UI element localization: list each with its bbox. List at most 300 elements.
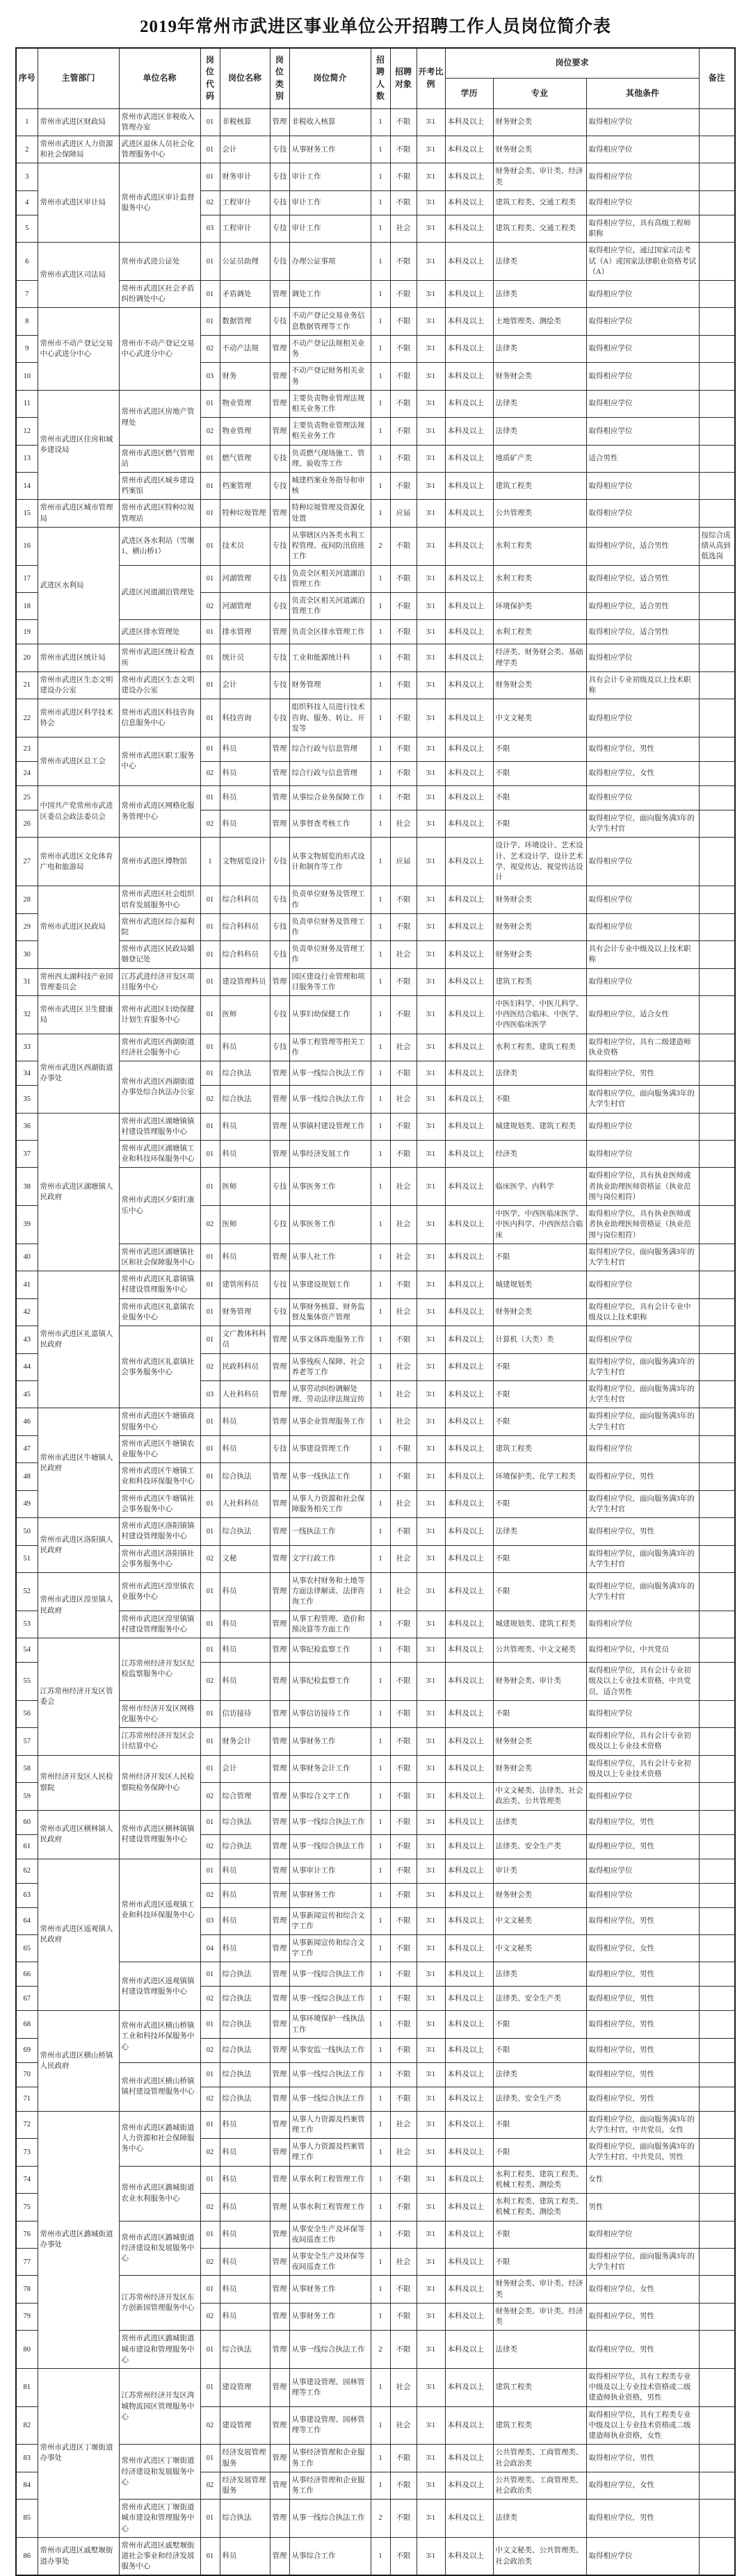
cell-headcount: 1 xyxy=(371,2303,390,2330)
cell-ratio: 3∶1 xyxy=(417,2166,445,2193)
cell-education: 本科及以上 xyxy=(445,1244,493,1271)
cell-category: 管理 xyxy=(270,390,289,417)
cell-education: 本科及以上 xyxy=(445,1545,493,1572)
cell-headcount: 1 xyxy=(371,1435,390,1462)
cell-category: 管理 xyxy=(270,1934,289,1962)
cell-seq: 84 xyxy=(16,2472,38,2499)
cell-unit: 常州市武进区网格化服务管理中心 xyxy=(119,785,200,837)
cell-unit: 常州市武进区社会组织培育发展服务中心 xyxy=(119,886,200,913)
cell-unit: 武进区河道湖泊管理处 xyxy=(119,565,200,620)
cell-remark xyxy=(699,1638,735,1663)
cell-code: 01 xyxy=(200,996,220,1034)
table-row xyxy=(16,1810,735,1834)
cell-seq: 74 xyxy=(16,2166,38,2193)
cell-description: 城建档案业务指导和审核 xyxy=(289,473,371,500)
cell-job-title: 公证员助理 xyxy=(220,243,270,281)
cell-seq: 16 xyxy=(16,527,38,565)
cell-major: 财务财会类 xyxy=(493,671,586,699)
cell-remark xyxy=(699,785,735,810)
cell-major: 法律类 xyxy=(493,1962,586,1987)
cell-category: 专技 xyxy=(270,838,289,886)
cell-category: 管理 xyxy=(270,2087,289,2111)
cell-remark xyxy=(699,363,735,390)
table-row xyxy=(16,620,735,644)
cell-job-title: 财务会计 xyxy=(220,1728,270,1755)
cell-education: 本科及以上 xyxy=(445,785,493,810)
cell-job-title: 科员 xyxy=(220,2194,270,2221)
cell-remark xyxy=(699,1934,735,1962)
cell-code: 01 xyxy=(200,2445,220,2472)
cell-description: 从事经济发展工作 xyxy=(289,1141,371,1168)
cell-major: 水利工程类 xyxy=(493,565,586,592)
table-row xyxy=(16,2062,735,2087)
cell-headcount: 1 xyxy=(371,1834,390,1859)
cell-seq: 85 xyxy=(16,2500,38,2538)
cell-ratio: 3∶1 xyxy=(417,785,445,810)
cell-target: 社会 xyxy=(390,941,417,968)
cell-job-title: 信访接待 xyxy=(220,1700,270,1727)
cell-headcount: 1 xyxy=(371,671,390,699)
cell-category: 管理 xyxy=(270,1490,289,1517)
cell-headcount: 1 xyxy=(371,1934,390,1962)
cell-unit: 常州市武进区燃气管理站 xyxy=(119,445,200,472)
cell-description: 从事镇村建设管理工作 xyxy=(289,1113,371,1140)
cell-target: 社会 xyxy=(390,2139,417,2166)
cell-ratio: 3∶1 xyxy=(417,280,445,307)
cell-category: 专技 xyxy=(270,1435,289,1462)
header-dept: 主管部门 xyxy=(38,48,119,108)
cell-description: 负责燃气现场施工、管理、验收等工作 xyxy=(289,445,371,472)
cell-other-conditions: 取得相应学位 xyxy=(586,108,699,136)
cell-code: 03 xyxy=(200,363,220,390)
cell-education: 本科及以上 xyxy=(445,644,493,671)
cell-major: 中文文秘类、法律类、社会政治类、公共管理类 xyxy=(493,1783,586,1810)
cell-major: 不限 xyxy=(493,2038,586,2062)
cell-education: 本科及以上 xyxy=(445,1326,493,1353)
cell-major: 法律类 xyxy=(493,418,586,445)
cell-code: 01 xyxy=(200,1141,220,1168)
cell-headcount: 1 xyxy=(371,445,390,472)
cell-job-title: 综合执法 xyxy=(220,2062,270,2087)
table-row xyxy=(16,1061,735,1086)
cell-seq: 30 xyxy=(16,941,38,968)
cell-headcount: 1 xyxy=(371,1168,390,1206)
cell-code: 01 xyxy=(200,473,220,500)
cell-category: 管理 xyxy=(270,620,289,644)
table-row xyxy=(16,2166,735,2193)
cell-education: 本科及以上 xyxy=(445,2331,493,2369)
cell-unit: 常州市武进区湟里镇镇村建设管理服务中心 xyxy=(119,1611,200,1638)
cell-major: 财务财会类 xyxy=(493,108,586,136)
cell-remark xyxy=(699,390,735,417)
cell-category: 专技 xyxy=(270,913,289,940)
cell-category: 管理 xyxy=(270,1810,289,1834)
cell-category: 管理 xyxy=(270,1700,289,1727)
cell-remark xyxy=(699,2472,735,2499)
cell-remark xyxy=(699,1663,735,1701)
cell-major: 财务财会类 xyxy=(493,1883,586,1907)
table-row xyxy=(16,699,735,737)
cell-unit: 武进区退休人员社会化管理服务中心 xyxy=(119,136,200,163)
cell-dept: 常州市武进区礼嘉镇人民政府 xyxy=(38,1271,119,1408)
cell-job-title: 会计 xyxy=(220,671,270,699)
cell-other-conditions: 取得相应学位，男性 xyxy=(586,2500,699,2538)
table-row xyxy=(16,2445,735,2472)
cell-remark xyxy=(699,1490,735,1517)
cell-seq: 18 xyxy=(16,593,38,620)
cell-other-conditions: 取得相应学位 xyxy=(586,838,699,886)
cell-ratio: 3∶1 xyxy=(417,418,445,445)
cell-other-conditions: 取得相应学位，面向服务满3年的大学生村官 xyxy=(586,1380,699,1408)
cell-job-title: 科员 xyxy=(220,2139,270,2166)
cell-description: 负责单位财务及管理工作 xyxy=(289,913,371,940)
cell-seq: 15 xyxy=(16,500,38,527)
cell-headcount: 1 xyxy=(371,1987,390,2011)
header-remark: 备注 xyxy=(699,48,735,108)
cell-category: 管理 xyxy=(270,1962,289,1987)
cell-ratio: 3∶1 xyxy=(417,1783,445,1810)
cell-education: 本科及以上 xyxy=(445,699,493,737)
cell-category: 管理 xyxy=(270,1573,289,1611)
cell-remark xyxy=(699,1113,735,1140)
cell-code: 02 xyxy=(200,1783,220,1810)
cell-unit: 常州市武进区丁堰街道城市建设和管理服务中心 xyxy=(119,2500,200,2538)
cell-remark xyxy=(699,1700,735,1727)
cell-code: 01 xyxy=(200,1518,220,1545)
cell-category: 管理 xyxy=(270,2038,289,2062)
cell-job-title: 医师 xyxy=(220,1206,270,1244)
cell-ratio: 3∶1 xyxy=(417,2111,445,2138)
cell-major: 法律类 xyxy=(493,335,586,362)
cell-major: 建筑工程类 xyxy=(493,968,586,995)
cell-seq: 4 xyxy=(16,190,38,215)
cell-education: 本科及以上 xyxy=(445,445,493,472)
cell-job-title: 科员 xyxy=(220,1934,270,1962)
cell-remark xyxy=(699,737,735,761)
cell-seq: 49 xyxy=(16,1490,38,1517)
header-job: 岗位名称 xyxy=(220,48,270,108)
cell-dept: 常州市武进区人力资源和社会保障局 xyxy=(38,136,119,163)
cell-unit: 常州市武进区横林镇镇村建设管理服务中心 xyxy=(119,1810,200,1859)
cell-other-conditions: 取得相应学位，具有会计专业初级及以上专业技术资格，中共党员，适合男性 xyxy=(586,1663,699,1701)
cell-education: 本科及以上 xyxy=(445,1987,493,2011)
cell-category: 专技 xyxy=(270,996,289,1034)
cell-target: 不限 xyxy=(390,2472,417,2499)
cell-target: 不限 xyxy=(390,1728,417,1755)
cell-seq: 66 xyxy=(16,1962,38,1987)
cell-description: 从事人力资源和社会保障服务相关工作 xyxy=(289,1490,371,1517)
cell-remark xyxy=(699,1298,735,1326)
cell-ratio: 3∶1 xyxy=(417,1463,445,1490)
cell-headcount: 1 xyxy=(371,2221,390,2248)
cell-education: 本科及以上 xyxy=(445,1463,493,1490)
cell-education: 本科及以上 xyxy=(445,1490,493,1517)
cell-description: 不动产登记交易业务信息数据管理等工作 xyxy=(289,308,371,335)
cell-job-title: 医师 xyxy=(220,1168,270,1206)
cell-ratio: 3∶1 xyxy=(417,761,445,785)
cell-category: 管理 xyxy=(270,1086,289,1113)
cell-unit: 常州市武进区礼嘉镇社会事务服务中心 xyxy=(119,1326,200,1408)
cell-description: 财务管理 xyxy=(289,671,371,699)
cell-seq: 50 xyxy=(16,1518,38,1545)
cell-headcount: 1 xyxy=(371,886,390,913)
cell-other-conditions: 取得相应学位，面向服务满3年的大学生村官 xyxy=(586,1490,699,1517)
cell-ratio: 3∶1 xyxy=(417,2038,445,2062)
cell-ratio: 3∶1 xyxy=(417,2194,445,2221)
cell-major: 财务财会类、审计类、经济类 xyxy=(493,2303,586,2330)
cell-major: 法律类、安全生产类 xyxy=(493,1987,586,2011)
cell-headcount: 1 xyxy=(371,2368,390,2406)
table-row xyxy=(16,2331,735,2369)
cell-target: 不限 xyxy=(390,2011,417,2038)
cell-major: 不限 xyxy=(493,2139,586,2166)
cell-description: 从事辖区内各类水利工程管理、夜间防汛值班工作 xyxy=(289,527,371,565)
cell-remark xyxy=(699,2194,735,2221)
cell-headcount: 1 xyxy=(371,1755,390,1782)
cell-ratio: 3∶1 xyxy=(417,527,445,565)
cell-unit: 常州市武进区生态文明建设办公室 xyxy=(119,671,200,699)
cell-category: 管理 xyxy=(270,1783,289,1810)
cell-code: 02 xyxy=(200,2038,220,2062)
cell-education: 本科及以上 xyxy=(445,1408,493,1435)
cell-remark xyxy=(699,1962,735,1987)
cell-code: 01 xyxy=(200,2368,220,2406)
cell-headcount: 1 xyxy=(371,2111,390,2138)
cell-headcount: 1 xyxy=(371,1490,390,1517)
cell-ratio: 3∶1 xyxy=(417,886,445,913)
cell-category: 管理 xyxy=(270,1141,289,1168)
cell-target: 不限 xyxy=(390,2276,417,2303)
cell-ratio: 3∶1 xyxy=(417,136,445,163)
cell-code: 01 xyxy=(200,565,220,592)
cell-target: 不限 xyxy=(390,1783,417,1810)
cell-code: 01 xyxy=(200,644,220,671)
cell-job-title: 综合管理 xyxy=(220,1783,270,1810)
cell-code: 01 xyxy=(200,2500,220,2538)
cell-seq: 63 xyxy=(16,1883,38,1907)
cell-ratio: 3∶1 xyxy=(417,1034,445,1061)
cell-category: 管理 xyxy=(270,1326,289,1353)
cell-seq: 17 xyxy=(16,565,38,592)
cell-education: 本科及以上 xyxy=(445,1086,493,1113)
cell-category: 专技 xyxy=(270,1271,289,1298)
cell-education: 本科及以上 xyxy=(445,308,493,335)
cell-other-conditions: 取得相应学位 xyxy=(586,1326,699,1353)
cell-major: 公共管理类 xyxy=(493,500,586,527)
cell-description: 从事一线综合执法工作 xyxy=(289,1987,371,2011)
cell-job-title: 综合科科员 xyxy=(220,886,270,913)
cell-seq: 65 xyxy=(16,1934,38,1962)
cell-education: 本科及以上 xyxy=(445,1206,493,1244)
cell-ratio: 3∶1 xyxy=(417,1545,445,1572)
cell-remark xyxy=(699,2406,735,2445)
cell-ratio: 3∶1 xyxy=(417,363,445,390)
cell-category: 管理 xyxy=(270,335,289,362)
cell-major: 城建规划类、建筑工程类 xyxy=(493,1113,586,1140)
cell-job-title: 数据管理 xyxy=(220,308,270,335)
cell-education: 本科及以上 xyxy=(445,838,493,886)
cell-other-conditions: 取得相应学位 xyxy=(586,1611,699,1638)
cell-ratio: 3∶1 xyxy=(417,1435,445,1462)
table-row xyxy=(16,445,735,472)
cell-code: 01 xyxy=(200,280,220,307)
cell-headcount: 1 xyxy=(371,1962,390,1987)
cell-headcount: 1 xyxy=(371,418,390,445)
cell-education: 本科及以上 xyxy=(445,565,493,592)
cell-ratio: 3∶1 xyxy=(417,565,445,592)
cell-target: 不限 xyxy=(390,785,417,810)
cell-description: 负责单位财务及管理工作 xyxy=(289,941,371,968)
cell-major: 法律类 xyxy=(493,243,586,281)
cell-category: 专技 xyxy=(270,163,289,190)
cell-other-conditions: 取得相应学位 xyxy=(586,2221,699,2248)
cell-education: 本科及以上 xyxy=(445,2139,493,2166)
cell-remark xyxy=(699,1463,735,1490)
cell-major: 不限 xyxy=(493,1086,586,1113)
cell-seq: 35 xyxy=(16,1086,38,1113)
cell-job-title: 民政科科员 xyxy=(220,1353,270,1380)
cell-seq: 44 xyxy=(16,1353,38,1380)
cell-major: 财务财会类 xyxy=(493,1755,586,1782)
cell-target: 不限 xyxy=(390,1518,417,1545)
cell-remark xyxy=(699,1408,735,1435)
cell-target: 不限 xyxy=(390,1934,417,1962)
cell-major: 环境保护类、化学工程类 xyxy=(493,1463,586,1490)
cell-headcount: 1 xyxy=(371,1783,390,1810)
cell-ratio: 3∶1 xyxy=(417,2472,445,2499)
cell-unit: 常州市武进区丁堰街道经济建设和发展服务中心 xyxy=(119,2445,200,2500)
cell-job-title: 经济发展管理服务 xyxy=(220,2445,270,2472)
cell-seq: 45 xyxy=(16,1380,38,1408)
cell-target: 不限 xyxy=(390,1611,417,1638)
table-body xyxy=(16,108,735,2575)
cell-other-conditions: 具有会计专业中级及以上技术职称 xyxy=(586,941,699,968)
cell-job-title: 人社科科员 xyxy=(220,1380,270,1408)
table-row xyxy=(16,1728,735,1755)
cell-ratio: 3∶1 xyxy=(417,243,445,281)
cell-job-title: 科员 xyxy=(220,1859,270,1883)
cell-other-conditions: 取得相应学位，男性 xyxy=(586,1834,699,1859)
cell-education: 本科及以上 xyxy=(445,1271,493,1298)
cell-description: 从事环境保护一线执法工作 xyxy=(289,2011,371,2038)
cell-remark xyxy=(699,941,735,968)
cell-education: 本科及以上 xyxy=(445,136,493,163)
cell-target: 不限 xyxy=(390,2166,417,2193)
cell-other-conditions: 取得相应学位，适合男性 xyxy=(586,620,699,644)
cell-major: 不限 xyxy=(493,2111,586,2138)
cell-headcount: 1 xyxy=(371,2445,390,2472)
cell-major: 不限 xyxy=(493,737,586,761)
cell-major: 法律类 xyxy=(493,2331,586,2369)
cell-job-title: 人社科科员 xyxy=(220,1490,270,1517)
cell-description: 非税收入核算 xyxy=(289,108,371,136)
cell-other-conditions: 取得相应学位，具有工程类专业中级及以上专业技术资格或二级建造师执业资格，女性 xyxy=(586,2406,699,2445)
cell-unit: 常州市武进区湖塘镇社区和社会保障服务中心 xyxy=(119,1244,200,1271)
cell-seq: 22 xyxy=(16,699,38,737)
cell-description: 从事经济管理和企业服务工作 xyxy=(289,2445,371,2472)
table-row xyxy=(16,565,735,592)
cell-major: 水利工程类、建筑工程类、机械工程类、测绘类 xyxy=(493,2194,586,2221)
cell-target: 不限 xyxy=(390,761,417,785)
cell-code: 02 xyxy=(200,761,220,785)
cell-education: 本科及以上 xyxy=(445,886,493,913)
cell-remark xyxy=(699,2537,735,2575)
cell-description: 从事一线综合执法工作 xyxy=(289,2062,371,2087)
cell-ratio: 3∶1 xyxy=(417,593,445,620)
cell-remark xyxy=(699,565,735,592)
cell-other-conditions: 取得相应学位，具有会计专业中级及以上技术职称 xyxy=(586,1298,699,1326)
cell-education: 本科及以上 xyxy=(445,2303,493,2330)
cell-description: 从事文物展览的形式设计和制作等工作 xyxy=(289,838,371,886)
cell-headcount: 2 xyxy=(371,527,390,565)
cell-headcount: 1 xyxy=(371,2249,390,2276)
cell-remark xyxy=(699,1728,735,1755)
table-row xyxy=(16,1435,735,1462)
cell-job-title: 综合执法 xyxy=(220,1810,270,1834)
cell-remark xyxy=(699,1573,735,1611)
cell-code: 02 xyxy=(200,2087,220,2111)
cell-code: 01 xyxy=(200,1034,220,1061)
cell-seq: 33 xyxy=(16,1034,38,1061)
cell-other-conditions: 取得相应学位 xyxy=(586,1113,699,1140)
cell-other-conditions: 取得相应学位，面向服务满3年的大学生村官 xyxy=(586,1408,699,1435)
cell-ratio: 3∶1 xyxy=(417,838,445,886)
cell-job-title: 综合执法 xyxy=(220,2087,270,2111)
table-row xyxy=(16,1463,735,1490)
cell-remark xyxy=(699,1907,735,1934)
cell-other-conditions: 取得相应学位 xyxy=(586,308,699,335)
cell-seq: 13 xyxy=(16,445,38,472)
cell-headcount: 1 xyxy=(371,1326,390,1353)
cell-other-conditions: 取得相应学位，男性 xyxy=(586,1061,699,1086)
cell-description: 综合行政与信息管理 xyxy=(289,761,371,785)
table-row xyxy=(16,280,735,307)
cell-target: 不限 xyxy=(390,163,417,190)
cell-target: 不限 xyxy=(390,1859,417,1883)
cell-job-title: 建管所科员 xyxy=(220,1271,270,1298)
cell-target: 不限 xyxy=(390,699,417,737)
cell-other-conditions: 取得相应学位，适合男性 xyxy=(586,593,699,620)
cell-ratio: 3∶1 xyxy=(417,2221,445,2248)
table-row xyxy=(16,1244,735,1271)
cell-target: 应届 xyxy=(390,838,417,886)
cell-unit: 江苏常州经济开发区纪检监察服务中心 xyxy=(119,1638,200,1701)
table-row xyxy=(16,1859,735,1883)
cell-code: 01 xyxy=(200,390,220,417)
cell-seq: 48 xyxy=(16,1463,38,1490)
cell-target: 社会 xyxy=(390,1545,417,1572)
cell-unit: 常州市不动产登记交易中心武进分中心 xyxy=(119,308,200,390)
cell-major: 中文文秘类 xyxy=(493,699,586,737)
cell-category: 管理 xyxy=(270,2472,289,2499)
cell-major: 财务财会类、审计类、经济类 xyxy=(493,163,586,190)
cell-ratio: 3∶1 xyxy=(417,1086,445,1113)
cell-seq: 3 xyxy=(16,163,38,190)
cell-major: 财务财会类 xyxy=(493,1298,586,1326)
cell-category: 管理 xyxy=(270,2276,289,2303)
cell-remark xyxy=(699,1034,735,1061)
cell-target: 不限 xyxy=(390,737,417,761)
cell-other-conditions: 取得相应学位 xyxy=(586,136,699,163)
header-cat: 岗位类别 xyxy=(270,48,289,108)
cell-remark xyxy=(699,1326,735,1353)
cell-category: 专技 xyxy=(270,1034,289,1061)
table-row xyxy=(16,136,735,163)
cell-headcount: 1 xyxy=(371,699,390,737)
cell-dept: 常州市武进区城市管理局 xyxy=(38,500,119,527)
cell-seq: 73 xyxy=(16,2139,38,2166)
cell-major: 财务财会类 xyxy=(493,941,586,968)
